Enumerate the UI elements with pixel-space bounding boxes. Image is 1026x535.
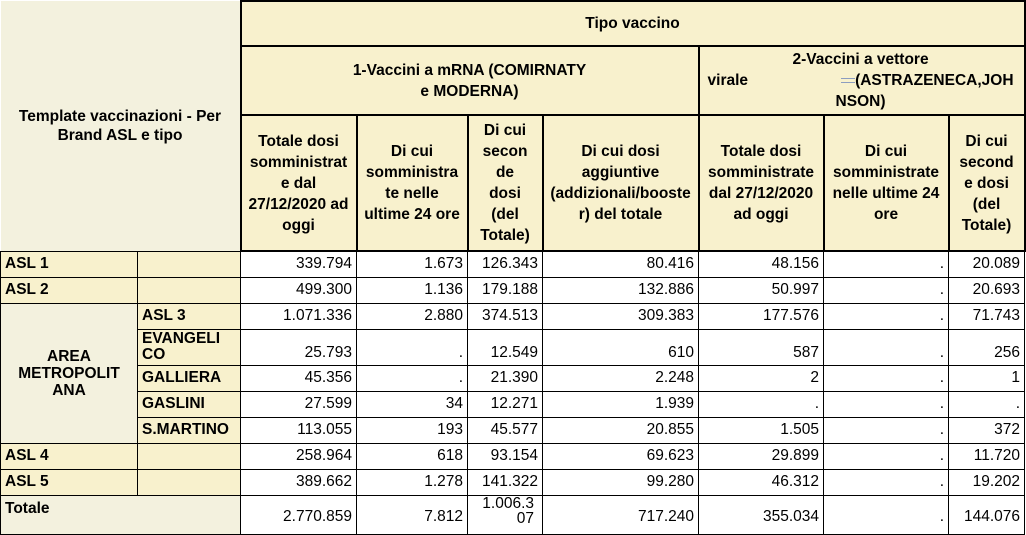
data-cell: 93.154 [468, 443, 543, 469]
data-cell: . [824, 329, 949, 365]
data-cell: . [824, 443, 949, 469]
row-sublabel-empty [138, 251, 241, 277]
data-cell: . [824, 495, 949, 534]
data-cell: 355.034 [699, 495, 824, 534]
col-header-mrna-totale-dosi: Totale dosi somministrate dal 27/12/2020 ad oggi [241, 115, 357, 251]
row-label-evangelico: EVANGELICO [138, 329, 241, 365]
data-cell: 339.794 [241, 251, 357, 277]
row-label-gaslini: GASLINI [138, 391, 241, 417]
template-title: Template vaccinazioni - Per Brand ASL e tipo [18, 107, 222, 144]
data-cell: 29.899 [699, 443, 824, 469]
data-cell: 12.271 [468, 391, 543, 417]
data-cell: 1 [949, 365, 1025, 391]
data-cell: 80.416 [543, 251, 699, 277]
row-label-asl2: ASL 2 [1, 277, 138, 303]
data-cell: 2 [699, 365, 824, 391]
data-cell: 45.577 [468, 417, 543, 443]
data-cell: 1.505 [699, 417, 824, 443]
data-cell: 179.188 [468, 277, 543, 303]
data-cell: 20.693 [949, 277, 1025, 303]
col-header-mrna-dosi-aggiuntive: Di cui dosi aggiuntive (addizionali/booster) del totale [543, 115, 699, 251]
data-cell: 21.390 [468, 365, 543, 391]
data-cell: 71.743 [949, 303, 1025, 329]
data-cell: 610 [543, 329, 699, 365]
table-row [1, 443, 1025, 469]
data-cell: 34 [357, 391, 468, 417]
data-cell: 2.248 [543, 365, 699, 391]
data-cell: 141.322 [468, 469, 543, 495]
data-cell: 1.939 [543, 391, 699, 417]
data-cell: . [357, 365, 468, 391]
row-label-galliera: GALLIERA [138, 365, 241, 391]
data-cell: 20.089 [949, 251, 1025, 277]
row-sublabel-empty [138, 277, 241, 303]
vettore-line2 [708, 70, 1014, 91]
data-cell: 20.855 [543, 417, 699, 443]
data-cell: 193 [357, 417, 468, 443]
data-cell: 587 [699, 329, 824, 365]
mrna-group-label: 1-Vaccini a mRNA (COMIRNATY e MODERNA) [352, 61, 587, 100]
table-row [1, 277, 1025, 303]
data-cell: 309.383 [543, 303, 699, 329]
data-cell: . [824, 365, 949, 391]
data-cell: 19.202 [949, 469, 1025, 495]
data-cell: 144.076 [949, 495, 1025, 534]
data-cell: 27.599 [241, 391, 357, 417]
data-cell: 46.312 [699, 469, 824, 495]
row-label-asl3: ASL 3 [138, 303, 241, 329]
row-label-totale: Totale [1, 495, 241, 534]
data-cell: . [824, 417, 949, 443]
vettore-line1: 2-Vaccini a vettore [792, 51, 929, 68]
data-cell: 372 [949, 417, 1025, 443]
data-cell: . [699, 391, 824, 417]
data-cell: 389.662 [241, 469, 357, 495]
row-label-smartino: S.MARTINO [138, 417, 241, 443]
data-cell: . [824, 251, 949, 277]
data-cell: 717.240 [543, 495, 699, 534]
data-cell: 256 [949, 329, 1025, 365]
vettore-line3: NSON) [835, 93, 886, 110]
data-cell: 2.880 [357, 303, 468, 329]
data-cell: 113.055 [241, 417, 357, 443]
data-cell: 2.770.859 [241, 495, 357, 534]
data-cell: 1.071.336 [241, 303, 357, 329]
data-cell: . [824, 277, 949, 303]
col-header-vettore-ultime-24: Di cui somministrate nelle ultime 24 ore [824, 115, 949, 251]
data-cell: . [824, 303, 949, 329]
col-header-mrna-ultime-24: Di cui somministrate nelle ultime 24 ore [357, 115, 468, 251]
data-cell: 48.156 [699, 251, 824, 277]
row-label-asl4: ASL 4 [1, 443, 138, 469]
data-cell: 126.343 [468, 251, 543, 277]
vettore-virale-label: virale [707, 72, 749, 89]
data-cell: 1.136 [357, 277, 468, 303]
area-metropolitana-label: AREA METROPOLITANA [18, 347, 120, 399]
mrna-group-header [241, 46, 699, 115]
data-cell: 99.280 [543, 469, 699, 495]
data-cell: 1.278 [357, 469, 468, 495]
table-row [1, 391, 1025, 417]
data-cell: 45.356 [241, 365, 357, 391]
row-label-asl5: ASL 5 [1, 469, 138, 495]
col-header-mrna-seconde-dosi: Di cui seconde dosi (del Totale) [468, 115, 543, 251]
table-row [1, 303, 1025, 329]
data-cell: 1.673 [357, 251, 468, 277]
row-label-asl1: ASL 1 [1, 251, 138, 277]
table-row [1, 469, 1025, 495]
table-row [1, 417, 1025, 443]
row-sublabel-empty [138, 469, 241, 495]
data-cell: 374.513 [468, 303, 543, 329]
data-cell: 7.812 [357, 495, 468, 534]
table-row [1, 329, 1025, 365]
data-cell: 499.300 [241, 277, 357, 303]
data-cell: 69.623 [543, 443, 699, 469]
vettore-group-header [699, 46, 1025, 115]
vettore-line2-text: (ASTRAZENECA,JOH [855, 72, 1014, 89]
data-cell: . [949, 391, 1025, 417]
data-cell: 1.006.307 [468, 495, 543, 534]
data-cell: 618 [357, 443, 468, 469]
col-header-vettore-totale-dosi: Totale dosi somministrate dal 27/12/2020 ad oggi [699, 115, 824, 251]
template-title-cell [1, 1, 241, 251]
col-header-vettore-seconde-dosi: Di cui seconde dosi (del Totale) [949, 115, 1025, 251]
data-cell: 258.964 [241, 443, 357, 469]
table-row [1, 251, 1025, 277]
data-cell: . [824, 391, 949, 417]
data-cell: 132.886 [543, 277, 699, 303]
table-row [1, 495, 1025, 534]
data-cell: 50.997 [699, 277, 824, 303]
tipo-vaccino-header: Tipo vaccino [241, 1, 1025, 46]
data-cell: 11.720 [949, 443, 1025, 469]
double-underline-artifact [841, 78, 855, 83]
table-row [1, 365, 1025, 391]
data-cell: 25.793 [241, 329, 357, 365]
data-cell: . [824, 469, 949, 495]
row-sublabel-empty [138, 443, 241, 469]
data-cell: 177.576 [699, 303, 824, 329]
data-cell: . [357, 329, 468, 365]
data-cell: 12.549 [468, 329, 543, 365]
area-metropolitana-cell [1, 303, 138, 443]
